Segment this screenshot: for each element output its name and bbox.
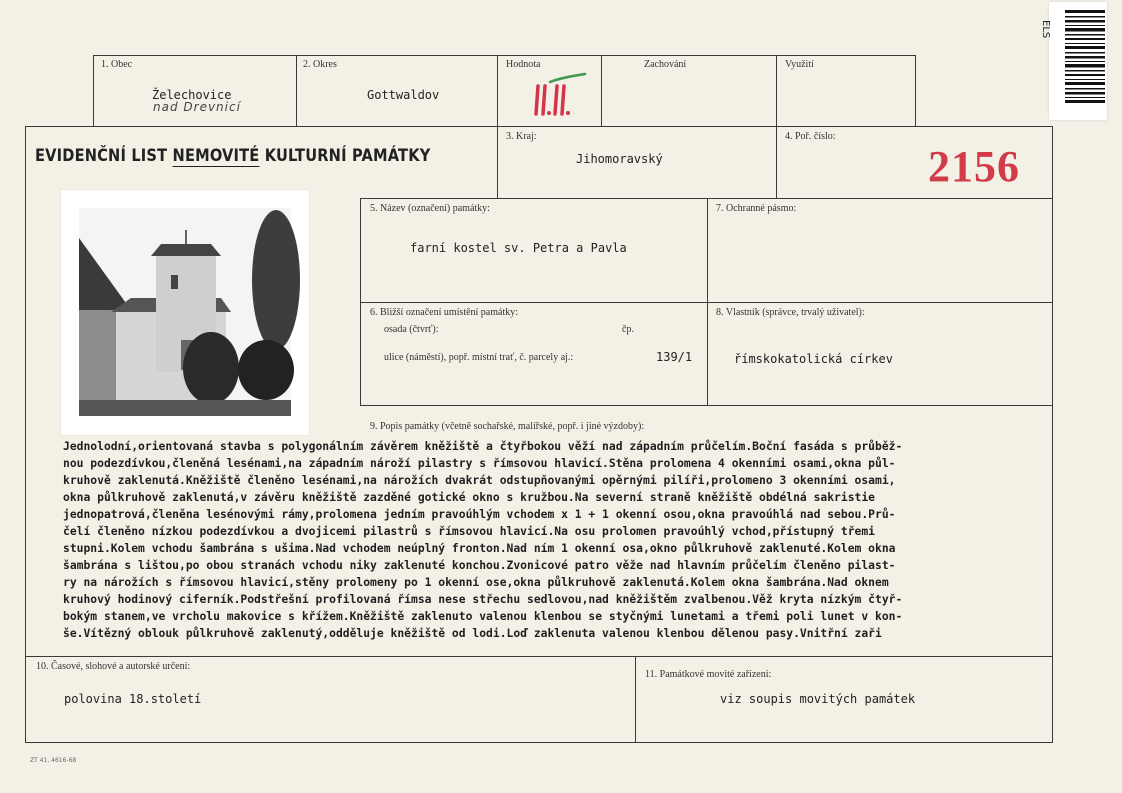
popis-line: okna půlkruhově zaklenutá,v závěru kněžiště zazděné gotické okno s kružbou.Na severní straně kněžiště obdélná sakristie (63, 490, 875, 504)
urceni-label: 10. Časové, slohové a autorské určení: (36, 661, 191, 672)
zarizeni-value: viz soupis movitých památek (720, 692, 916, 706)
okres-label: 2. Okres (303, 59, 337, 70)
okres-value: Gottwaldov (367, 88, 440, 102)
frame-bottom (25, 742, 1053, 743)
header-divider-2 (296, 55, 297, 126)
hodnota-mark-stroke-4 (562, 86, 564, 114)
obec-label: 1. Obec (101, 59, 133, 70)
frame-top (25, 126, 1053, 127)
osada-label: osada (čtvrť): (384, 324, 439, 335)
hodnota-mark-stroke-3 (555, 86, 557, 114)
sticker-text: ELS (1040, 20, 1051, 39)
page-title (35, 146, 430, 166)
popis-line: kruhově zaklenutá.Kněžiště členěno lesénami,na nárožích dvakrát odstupňovanými opěrnými pilíři,prolomeno 3 okenními osami, (63, 473, 896, 487)
header-divider-1 (93, 55, 94, 126)
zachovani-label: Zachování (644, 59, 687, 70)
kraj-label: 3. Kraj: (506, 131, 537, 142)
barcode-icon (1065, 10, 1105, 110)
row-6-bottom (360, 405, 1052, 406)
hodnota-mark-stroke-1 (536, 86, 538, 114)
photo-tree-right (252, 210, 300, 350)
popis-line: ry na nárožích s římsovou hlavicí,stěny prolomeny po 1 okenní ose,okna půlkruhově zaklenutá.Kolem okna šambrána.Nad oknem (63, 575, 889, 589)
church-photo-image (61, 190, 309, 435)
obec-handwritten-note: nad Drevnicí (153, 100, 241, 114)
hodnota-mark-dot-2 (566, 111, 570, 115)
popis-line: stupni.Kolem vchodu šambrána s ušima.Nad vchodem neúplný fronton.Nad ním 1 okenní osa,okno půlkruhově zaklenuté.Kolem okna (63, 541, 896, 555)
footer-code: ZT 41, 4616-68 (30, 757, 77, 764)
urceni-value: polovina 18.století (64, 692, 202, 706)
photo-window (171, 275, 178, 289)
umisteni-label: 6. Bližší označení umístění památky: (370, 307, 519, 318)
nazev-label: 5. Název (označení) památky: (370, 203, 490, 214)
row-kraj-bottom (360, 198, 1052, 199)
photo-tree-far (238, 340, 294, 400)
pasmo-label: 7. Ochranné pásmo: (716, 203, 797, 214)
nazev-value: farní kostel sv. Petra a Pavla (410, 241, 627, 255)
title-part-1: EVIDENČNÍ LIST (35, 146, 173, 166)
frame-left (25, 126, 26, 742)
popis-text (63, 438, 1048, 642)
parcela-value: 139/1 (656, 350, 693, 364)
por-cislo-label: 4. Poř. číslo: (785, 131, 836, 142)
photo-bush (183, 332, 239, 404)
col-11-left (635, 656, 636, 742)
popis-line: bokým stanem,ve vrcholu makovice s křížem.Kněžiště zaklenuto valenou klenbou se styčnými lunetami a třemi poli lunet v kon- (63, 609, 903, 623)
ulice-label: ulice (náměstí), popř. místní trať, č. parcely aj.: (384, 352, 574, 363)
zarizeni-label: 11. Památkové movité zařízení: (645, 669, 772, 680)
kraj-value: Jihomoravský (576, 152, 663, 166)
row-9-bottom (25, 656, 1053, 657)
header-divider-4 (601, 55, 602, 126)
photo-tower-roof (151, 244, 221, 256)
obec-value: Želechovice (152, 88, 232, 102)
popis-line: jednopatrová,členěna lesénovými rámy,prolomena jedním pravoúhlým vchodem x 1 + 1 okenní osou,okna pravoúhlá nad sebou.Prů- (63, 507, 896, 521)
popis-label: 9. Popis památky (včetně sochařské, malířské, popř. i jiné výzdoby): (370, 421, 645, 432)
title-part-2-underlined: NEMOVITÉ (172, 146, 260, 166)
barcode-sticker (1040, 2, 1107, 120)
hodnota-label: Hodnota (506, 59, 541, 70)
popis-line: Jednolodní,orientovaná stavba s polygonálním závěrem kněžiště a čtyřbokou věží nad západním průčelím.Boční fasáda s průběž- (63, 439, 903, 453)
hodnota-mark (530, 72, 590, 118)
vlastnik-value: římskokatolická církev (734, 352, 893, 366)
top-rule (93, 55, 916, 56)
hodnota-mark-stroke-2 (543, 86, 545, 114)
hodnota-mark-dot-1 (547, 111, 551, 115)
vlastnik-label: 8. Vlastník (správce, trvalý uživatel): (716, 307, 865, 318)
popis-line: še.Vítězný oblouk půlkruhově zaklenutý,odděluje kněžiště od lodi.Loď zaklenuta valenou klenbou dělenou pasy.Vnitřní zaři (63, 626, 882, 640)
popis-line: nou podezdívkou,členěná lesénami,na západním nároží pilastry s římsovou hlavicí.Stěna prolomena 4 okenními osami,okna půl- (63, 456, 896, 470)
vyuziti-label: Využití (785, 59, 814, 70)
photo-ground (79, 400, 291, 416)
popis-line: šambrána s lištou,po obou stranách vchodu niky zaklenuté konchou.Zvonicové patro věže nad hlavním průčelím členěno pilast- (63, 558, 896, 572)
hodnota-mark-green (550, 74, 585, 82)
popis-line: kruhový hodinový ciferník.Podstřešní profilovaná římsa nese střechu sedlovou,nad kněžištěm zvalbenou.Věž kryta nízkým čtyř- (63, 592, 903, 606)
row-5-bottom (360, 302, 1052, 303)
header-divider-6 (915, 55, 916, 126)
title-part-3: KULTURNÍ PAMÁTKY (259, 146, 431, 166)
record-number: 2156 (928, 142, 1020, 191)
church-photo (61, 190, 309, 435)
popis-line: čelí členěno nízkou podezdívkou a dvojicemi pilastrů s římsovou hlavicí.Na osu prolomen pravoúhlý vchod,přístupný třemi (63, 524, 875, 538)
cp-label: čp. (622, 324, 634, 335)
frame-right (1052, 126, 1053, 742)
